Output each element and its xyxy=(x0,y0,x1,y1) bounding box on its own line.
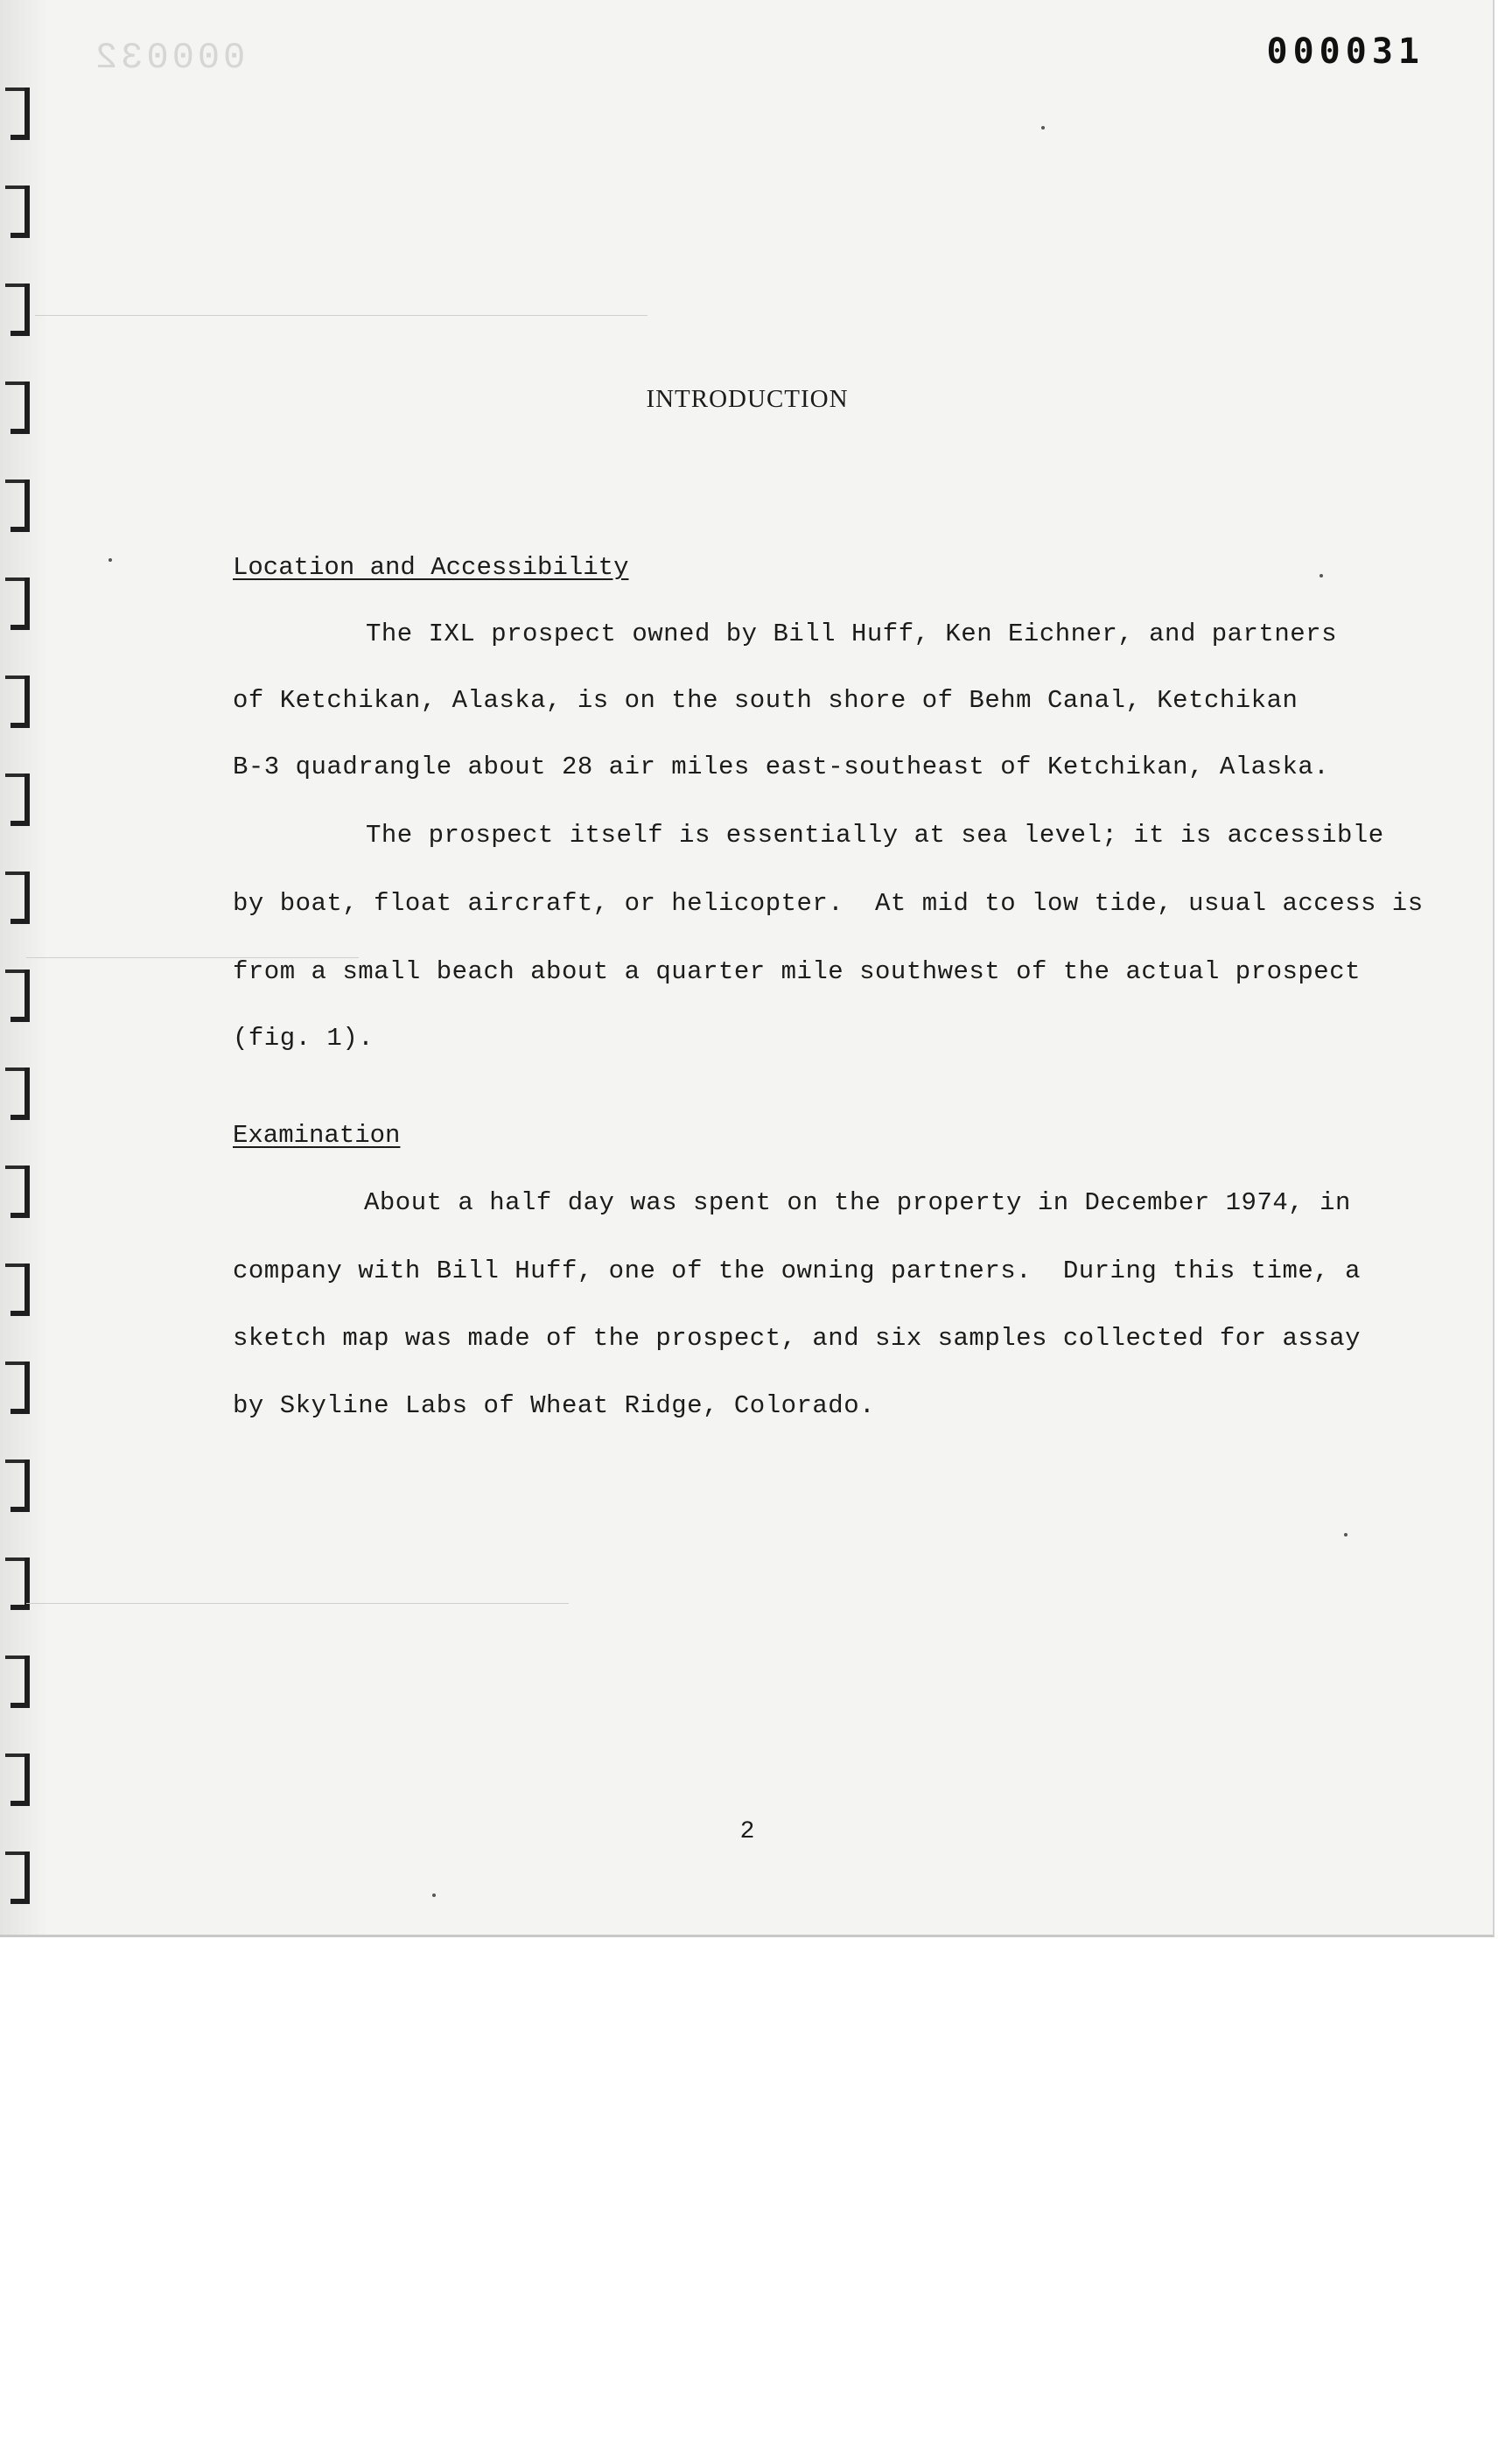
binding-clip xyxy=(5,480,35,532)
binding-clip xyxy=(5,1656,35,1708)
binding-clip xyxy=(5,1852,35,1904)
binding-clip xyxy=(5,88,35,140)
binding-clip xyxy=(5,1166,35,1218)
scan-speck xyxy=(1320,574,1323,578)
scan-artifact-line xyxy=(26,1603,569,1604)
binding-clip xyxy=(5,872,35,924)
binding-clip xyxy=(5,186,35,238)
scan-artifact-line xyxy=(35,315,648,316)
paragraph-line: B-3 quadrangle about 28 air miles east-southeast of Ketchikan, Alaska. xyxy=(233,752,1330,781)
binding-clip xyxy=(5,1068,35,1120)
binding-clip xyxy=(5,1754,35,1806)
binding-clip xyxy=(5,1558,35,1610)
binding-clip xyxy=(5,284,35,336)
paragraph-line: About a half day was spent on the property in December 1974, in xyxy=(364,1188,1351,1217)
binding-clip xyxy=(5,1264,35,1316)
scan-speck xyxy=(108,558,112,562)
scan-speck xyxy=(432,1894,436,1897)
binding-clip xyxy=(5,1362,35,1414)
paragraph-line: The prospect itself is essentially at sea level; it is accessible xyxy=(366,821,1384,850)
show-through-number: 000032 xyxy=(92,37,246,79)
paragraph-line: (fig. 1). xyxy=(233,1024,374,1053)
paragraph-line: by Skyline Labs of Wheat Ridge, Colorado. xyxy=(233,1391,876,1420)
binding-clip xyxy=(5,774,35,826)
section-title-location: Location and Accessibility xyxy=(233,553,629,582)
binding-clip xyxy=(5,1460,35,1512)
paragraph-line: company with Bill Huff, one of the owning partners. During this time, a xyxy=(233,1256,1362,1285)
scan-speck xyxy=(1344,1533,1348,1536)
binding-clips xyxy=(5,88,40,1908)
scan-speck xyxy=(1041,126,1045,130)
section-title-examination: Examination xyxy=(233,1121,401,1150)
document-number: 000031 xyxy=(1266,32,1424,72)
paragraph-line: sketch map was made of the prospect, and six samples collected for assay xyxy=(233,1324,1362,1353)
paragraph-line: from a small beach about a quarter mile southwest of the actual prospect xyxy=(233,957,1362,986)
paragraph-line: of Ketchikan, Alaska, is on the south shore of Behm Canal, Ketchikan xyxy=(233,686,1298,715)
binding-clip xyxy=(5,676,35,728)
paragraph-line: by boat, float aircraft, or helicopter. At mid to low tide, usual access is xyxy=(233,889,1424,918)
page-number: 2 xyxy=(739,1818,755,1845)
binding-clip xyxy=(5,578,35,630)
page-title: INTRODUCTION xyxy=(646,385,849,413)
paragraph-line: The IXL prospect owned by Bill Huff, Ken Eichner, and partners xyxy=(366,620,1337,648)
binding-clip xyxy=(5,970,35,1022)
